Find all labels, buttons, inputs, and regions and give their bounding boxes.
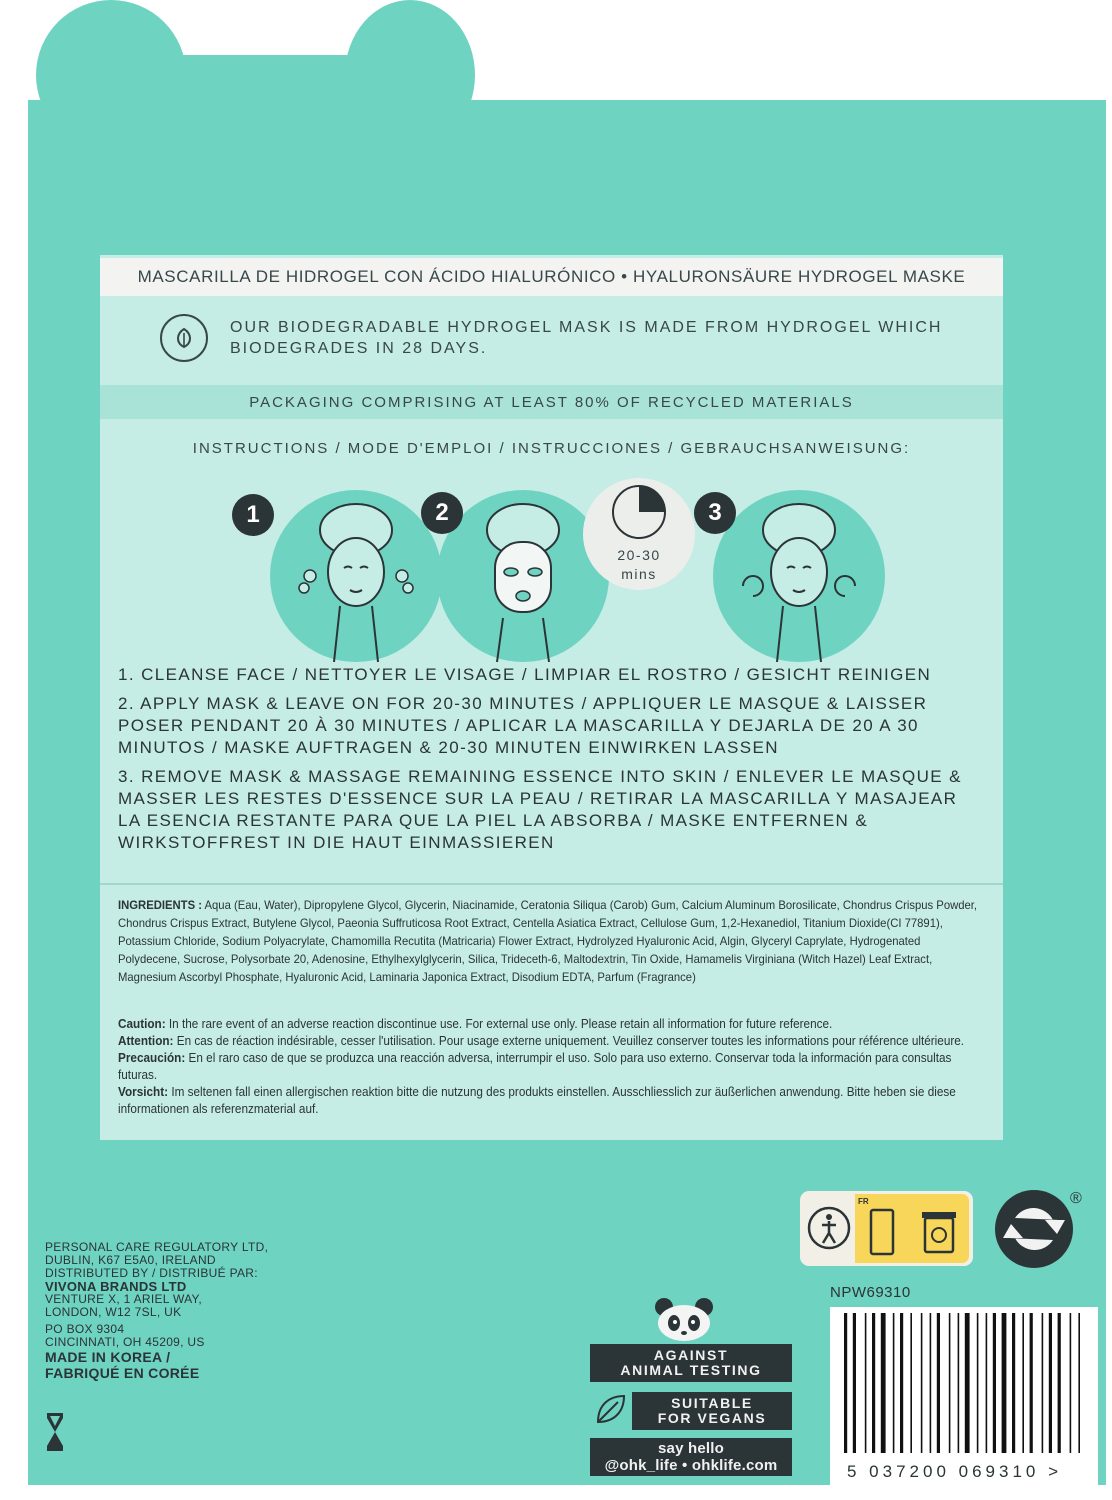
barcode-bar (872, 1313, 875, 1453)
animal-badge-line-1: AGAINST (653, 1347, 729, 1363)
timer-label (583, 546, 695, 584)
barcode-bar (865, 1313, 867, 1453)
step-number-2: 2 (421, 492, 463, 534)
animal-badge-line-2: ANIMAL TESTING (620, 1362, 762, 1378)
barcode-bar (977, 1313, 979, 1453)
vegan-badge-line-1: SUITABLE (671, 1395, 753, 1411)
barcode-bar (910, 1313, 912, 1453)
step-number-1: 1 (232, 494, 274, 536)
instruction-step-2: 2. APPLY MASK & LEAVE ON FOR 20-30 MINUTES / APPLIQUER LE MASQUE & LAISSER POSER PENDANT 20 À 30 MINUTES / APLICAR LA MASCARILLA Y DEJARLA DE 20 A 30 MINUTOS / MASKE AUFTRAGEN & 20-30 MINUTEN EINWIRKEN LASSEN (118, 694, 928, 757)
address-line-1: VENTURE X, 1 ARIEL WAY, (45, 1292, 202, 1306)
company-name: VIVONA BRANDS LTD (45, 1279, 187, 1294)
panel-divider (100, 883, 1003, 885)
caution-fr (118, 1033, 983, 1050)
address-line-2: LONDON, W12 7SL, UK (45, 1305, 182, 1319)
caution-en-label: Caution: (118, 1017, 166, 1031)
panda-icon (652, 1297, 716, 1341)
vegan-leaf-icon (590, 1390, 630, 1430)
barcode-bar (937, 1313, 940, 1453)
barcode-bar (881, 1313, 886, 1453)
triman-icon (804, 1203, 854, 1253)
timer-label-duration: 20-30 (617, 547, 661, 563)
barcode-bar (893, 1313, 895, 1453)
leaf-icon (160, 314, 208, 362)
social-handle: @ohk_life • ohklife.com (604, 1457, 778, 1474)
barcode-number: 5 037200 069310 > (847, 1462, 1063, 1481)
step-3-illustration (713, 490, 885, 662)
say-hello: say hello (657, 1440, 724, 1457)
caution-de-label: Vorsicht: (118, 1085, 169, 1099)
face-cleansing-icon (270, 490, 442, 662)
barcode-bar (965, 1313, 970, 1453)
languages-title: MASCARILLA DE HIDROGEL CON ÁCIDO HIALURÓNICO • HYALURONSÄURE HYDROGEL MASKE (100, 258, 1003, 296)
registered-mark: ® (1070, 1190, 1082, 1207)
caution-fr-text: En cas de réaction indésirable, cesser l'utilisation. Pour usage externe uniquement. Veuillez conserver toutes les informations pour référence ultérieure. (176, 1034, 965, 1048)
fabrique-en-coree: FABRIQUÉ EN CORÉE (45, 1365, 200, 1381)
step-number-3: 3 (694, 492, 736, 534)
packaging-note: PACKAGING COMPRISING AT LEAST 80% OF RECYCLED MATERIALS (100, 385, 1003, 419)
caution-de-text: Im seltenen fall einen allergischen reaktion bitte die nutzung des produkts einstellen. Ausschliesslich zur äußerlichen anwendung. Bitte heben sie diese informationen als referenzmaterial auf. (118, 1085, 956, 1116)
vegan-badge (632, 1392, 792, 1430)
barcode-bar (1042, 1313, 1044, 1453)
caution-fr-label: Attention: (118, 1034, 174, 1048)
barcode-bar (900, 1313, 903, 1453)
cautions-block (118, 1016, 983, 1118)
barcode (830, 1307, 1098, 1485)
barcode-bar (958, 1313, 960, 1453)
barcode-bars (830, 1307, 1098, 1457)
barcode-bar (1030, 1313, 1033, 1453)
face-massage-icon (713, 490, 885, 662)
fr-tag: FR (858, 1197, 869, 1206)
caution-en-text: In the rare event of an adverse reaction discontinue use. For external use only. Please retain all information for future reference. (168, 1017, 833, 1031)
distributed-by: DISTRIBUTED BY / DISTRIBUÉ PAR: (45, 1266, 258, 1280)
barcode-bar (1022, 1313, 1024, 1453)
ingredients-text: Aqua (Eau, Water), Dipropylene Glycol, Glycerin, Niacinamide, Ceratonia Siliqua (Carob) Gum, Calcium Aluminum Borosilicate, Chondrus Crispus Powder, Chondrus Crispus Extract, Butylene Glycol, Paeonia Suffruticosa Root Extract, Centella Asiatica Extract, Cellulose Gum, 1,2-Hexanediol, Titanium Dioxide(CI 77891), Potassium Chloride, Sodium Polyacrylate, Chamomilla Recutita (Matricaria) Flower Extract, Hydrolyzed Hyaluronic Acid, Algin, Glyceryl Caprylate, Hydrogenated Polydecene, Sucrose, Polysorbate 20, Adenosine, Ethylhexylglycerin, Silica, Trideceth-6, Maltodextrin, Tin Oxide, Hamamelis Virginiana (Witch Hazel) Leaf Extract, Magnesium Ascorbyl Phosphate, Hyaluronic Acid, Laminaria Japonica Extract, Disodium EDTA, Parfum (Fragrance) (118, 898, 978, 984)
caution-en (118, 1016, 983, 1033)
ingredients-label: INGREDIENTS : (118, 898, 202, 912)
instruction-step-3: 3. REMOVE MASK & MASSAGE REMAINING ESSENCE INTO SKIN / ENLEVER LE MASQUE & MASSER LES RESTES D'ESSENCE SUR LA PEAU / RETIRAR LA MASCARILLA Y MASAJEAR LA ESENCIA RESTANTE PARA QUE LA PIEL LA ABSORBA / MASKE ENTFERNEN & WIRKSTOFFREST IN DIE HAUT EINMASSIEREN (118, 767, 962, 852)
regulatory-line-2: DUBLIN, K67 E5A0, IRELAND (45, 1253, 216, 1267)
biodegradable-line-1: OUR BIODEGRADABLE HYDROGEL MASK IS MADE FROM HYDROGEL WHICH (230, 319, 943, 336)
ingredients-block (118, 896, 983, 986)
recycle-yellow-panel (855, 1194, 969, 1263)
barcode-bar (1078, 1313, 1080, 1453)
contact-badge (590, 1438, 792, 1476)
instruction-steps (118, 664, 978, 861)
barcode-bar (1012, 1313, 1015, 1453)
green-dot-icon (995, 1190, 1073, 1268)
biodegradable-line-2: BIODEGRADES IN 28 DAYS. (230, 340, 488, 357)
timer-label-unit: mins (621, 566, 657, 582)
biodegradable-note (160, 313, 980, 363)
instruction-step-1: 1. CLEANSE FACE / NETTOYER LE VISAGE / LIMPIAR EL ROSTRO / GESICHT REINIGEN (118, 665, 932, 684)
packaging-icon (867, 1208, 897, 1258)
caution-de (118, 1084, 983, 1118)
caution-es (118, 1050, 983, 1084)
period-after-opening-icon (46, 1412, 64, 1452)
barcode-bar (1058, 1313, 1061, 1453)
vegan-badge-line-2: FOR VEGANS (657, 1410, 767, 1426)
barcode-bar (1049, 1313, 1052, 1453)
recycling-bin-icon (919, 1206, 959, 1256)
step-1-illustration (270, 490, 442, 662)
barcode-bar (993, 1313, 996, 1453)
barcode-bar (921, 1313, 923, 1453)
caution-es-text: En el raro caso de que se produzca una reacción adversa, interrumpir el uso. Solo para uso externo. Conservar toda la información para consultas futuras. (118, 1051, 952, 1082)
made-in-korea: MADE IN KOREA / (45, 1349, 171, 1365)
distributor-address (45, 1241, 305, 1381)
barcode-bar (986, 1313, 988, 1453)
barcode-bar (853, 1313, 856, 1453)
po-box: PO BOX 9304 (45, 1322, 125, 1336)
barcode-bar (949, 1313, 951, 1453)
regulatory-line-1: PERSONAL CARE REGULATORY LTD, (45, 1240, 269, 1254)
barcode-bar (930, 1313, 932, 1453)
caution-es-label: Precaución: (118, 1051, 186, 1065)
biodegradable-text (230, 317, 942, 359)
animal-testing-badge (590, 1344, 792, 1382)
barcode-bar (1070, 1313, 1072, 1453)
instructions-heading: INSTRUCTIONS / MODE D'EMPLOI / INSTRUCCIONES / GEBRAUCHSANWEISUNG: (192, 440, 911, 457)
barcode-bar (1002, 1313, 1007, 1453)
barcode-bar (844, 1313, 847, 1453)
us-city: CINCINNATI, OH 45209, US (45, 1335, 205, 1349)
product-code: NPW69310 (830, 1284, 911, 1301)
